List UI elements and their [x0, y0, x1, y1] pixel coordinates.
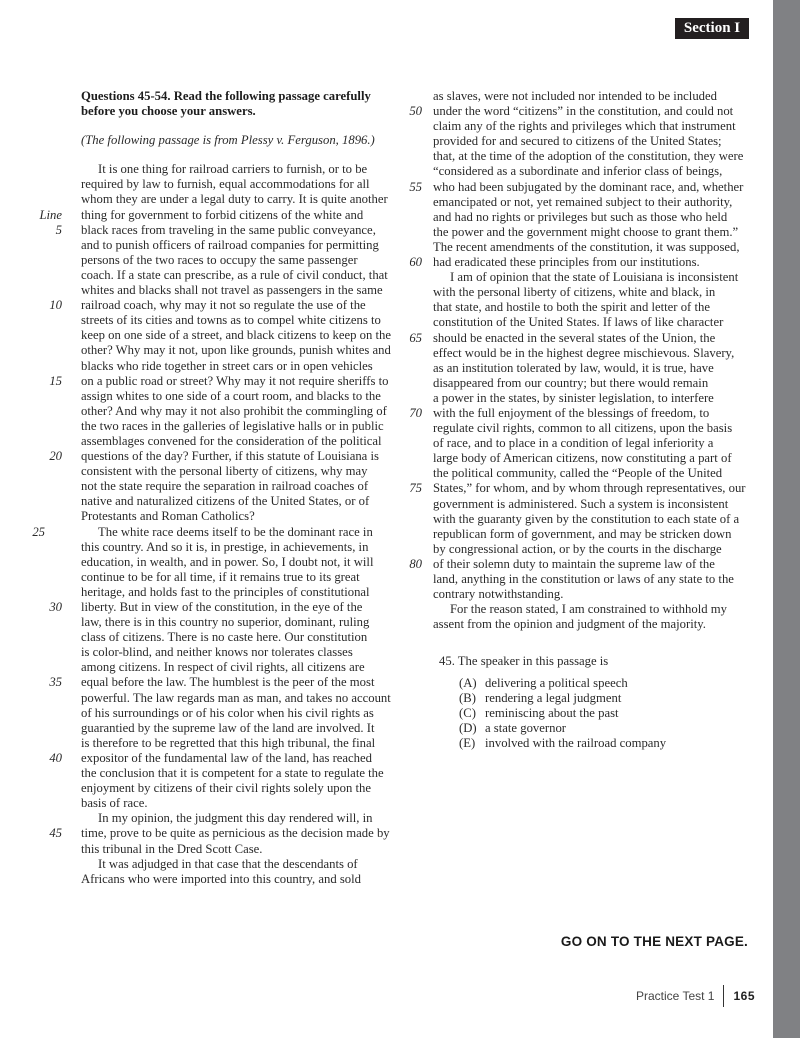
line-text: whites and blacks shall not travel as passengers in the same [81, 283, 383, 298]
passage-line [433, 391, 753, 406]
line-text: should be enacted in the several states of the Union, the [433, 330, 716, 345]
line-text: emancipated or not, yet remained subject to their authority, [433, 194, 733, 209]
passage-line [81, 313, 401, 328]
passage-line [81, 691, 401, 706]
passage-line [81, 404, 401, 419]
line-text: constitution of the United States. If laws of like character [433, 315, 724, 330]
line-number: 15 [49, 373, 62, 388]
line-text: on a public road or street? Why may it not require sheriffs to [81, 373, 389, 388]
passage-line [433, 602, 753, 617]
line-number: 20 [49, 449, 62, 464]
passage-line [81, 736, 401, 751]
passage-line [81, 479, 401, 494]
passage-line [433, 346, 753, 361]
passage-line [433, 195, 753, 210]
line-text: effect would be in the highest degree mischievous. Slavery, [433, 345, 735, 360]
passage-line [81, 645, 401, 660]
passage-line [81, 721, 401, 736]
choice-letter: (C) [459, 706, 476, 721]
passage-line [433, 361, 753, 376]
page-footer [636, 985, 755, 1007]
passage-line [32, 524, 401, 540]
line-text: is color-blind, and neither knows nor tolerates classes [81, 645, 353, 660]
answer-choice[interactable] [439, 706, 759, 721]
line-text: by congressional action, or by the courts in the discharge [433, 541, 722, 556]
passage-line [81, 857, 401, 872]
passage-line [49, 750, 401, 766]
passage-line [49, 675, 401, 690]
passage-line [81, 177, 401, 192]
line-text: law, there is in this country no superior, dominant, ruling [81, 615, 370, 630]
line-text: heritage, and holds fast to the principles of constitutional [81, 584, 370, 599]
line-text: persons of the two races to occupy the same passenger [81, 252, 358, 267]
line-text: not the state require the separation in railroad coaches of [81, 479, 369, 494]
passage-line [433, 376, 753, 391]
line-text: I am of opinion that the state of Louisiana is inconsistent [450, 270, 739, 285]
line-text: with the personal liberty of citizens, white and black, in [433, 285, 716, 300]
line-text: native and naturalized citizens of the United States, or of [81, 494, 370, 509]
choice-text: rendering a legal judgment [485, 691, 622, 706]
choice-letter: (E) [459, 736, 476, 751]
go-on-notice: GO ON TO THE NEXT PAGE. [560, 934, 748, 949]
passage-line [433, 164, 753, 179]
passage-line [433, 210, 753, 225]
passage-line [433, 436, 753, 451]
passage-line [81, 570, 401, 585]
line-text: liberty. But in view of the constitution, in the eye of the [81, 600, 363, 614]
passage-line [49, 298, 401, 313]
passage-line [433, 149, 753, 164]
passage-line [409, 179, 753, 195]
choice-letter: (D) [459, 721, 477, 736]
passage-line [81, 464, 401, 479]
passage-line [409, 405, 753, 421]
line-text: republican form of government, and may be stricken down [433, 526, 732, 541]
passage-line [433, 497, 753, 512]
line-text: The white race deems itself to be the dominant race in [98, 524, 373, 539]
passage-line [49, 826, 401, 841]
line-text: railroad coach, why may it not so regulate the use of the [81, 298, 366, 313]
passage-line [409, 104, 753, 119]
passage-lines-right [409, 89, 753, 632]
line-text: the power and the government might choose to grant them.” [433, 224, 739, 239]
passage-line [81, 419, 401, 434]
line-number: 75 [409, 481, 422, 496]
passage-line [81, 706, 401, 721]
line-text: contrary notwithstanding. [433, 587, 564, 602]
footer-divider [723, 985, 724, 1007]
line-text: that, at the time of the adoption of the constitution, they were [433, 149, 744, 164]
passage-line [81, 283, 401, 298]
passage-line [433, 300, 753, 315]
line-text: regulate civil rights, common to all citizens, upon the basis [433, 421, 733, 436]
line-text: as slaves, were not included nor intended to be included [433, 89, 717, 103]
passage-line [433, 542, 753, 557]
passage-line [433, 466, 753, 481]
passage-line [81, 811, 401, 826]
line-text: whom they are under a legal duty to carry. It is quite another [81, 192, 388, 207]
line-text: questions of the day? Further, if this statute of Louisiana is [81, 449, 379, 464]
choice-text: a state governor [485, 721, 567, 736]
line-text: with the full enjoyment of the blessings of freedom, to [433, 405, 710, 420]
line-number: 70 [409, 405, 422, 420]
passage-line [433, 512, 753, 527]
line-text: assemblages convened for the consideration of the political [81, 433, 382, 448]
choice-text: involved with the railroad company [485, 736, 667, 751]
line-text: a power in the states, by sinister legislation, to interfere [433, 390, 714, 405]
line-text: is therefore to be regretted that this high tribunal, the final [81, 735, 376, 750]
line-text: land, anything in the constitution or laws of any state to the [433, 572, 734, 586]
line-text: government is administered. Such a system is inconsistent [433, 496, 729, 511]
passage-right-column [409, 89, 753, 632]
line-text: It is one thing for railroad carriers to furnish, or to be [98, 162, 368, 177]
line-text: basis of race. [81, 796, 148, 811]
passage-line [409, 255, 753, 270]
passage-line [81, 630, 401, 645]
passage-line [433, 527, 753, 542]
passage-line [81, 434, 401, 449]
line-text: other? And why may it not also prohibit the commingling of [81, 403, 387, 418]
passage-line [433, 421, 753, 436]
passage-line [49, 449, 401, 464]
line-text: had eradicated these principles from our institutions. [433, 255, 700, 270]
passage-line [433, 315, 753, 330]
line-text: among citizens. In respect of civil rights, all citizens are [81, 660, 365, 675]
passage-line [39, 207, 401, 223]
choice-letter: (A) [459, 676, 477, 691]
line-text: who had been subjugated by the dominant race, and, whether [433, 179, 744, 194]
passage-line [433, 572, 753, 587]
line-number: 80 [409, 556, 422, 571]
line-text: assent from the opinion and judgment of the majority. [433, 617, 706, 632]
line-text: and had no rights or privileges but such as those who held [433, 209, 728, 224]
passage-line [81, 796, 401, 811]
line-number: 40 [49, 750, 62, 765]
question-stem: 45. The speaker in this passage is [439, 654, 609, 668]
passage-line [49, 373, 401, 389]
answer-choice[interactable] [439, 721, 759, 736]
line-text: In my opinion, the judgment this day rendered will, in [98, 811, 373, 826]
instructions-heading [81, 89, 401, 119]
answer-choice[interactable] [439, 736, 759, 751]
choice-text: reminiscing about the past [485, 706, 619, 721]
passage-line [81, 192, 401, 207]
question-45 [439, 654, 759, 752]
answer-choices [439, 676, 759, 751]
passage-line [81, 359, 401, 374]
source-note: (The following passage is from Plessy v. Ferguson, 1896.) [81, 133, 375, 148]
instructions-line-1: Questions 45-54. Read the following passage carefully [81, 89, 371, 103]
answer-choice[interactable] [439, 676, 759, 691]
passage-line [49, 600, 401, 615]
line-text: as an institution tolerated by law, would, it is true, have [433, 360, 714, 375]
line-text: education, in wealth, and in power. So, I doubt not, it will [81, 554, 374, 569]
line-text: disappeared from our country; but there would remain [433, 375, 709, 390]
line-text: keep on one side of a street, and black citizens to keep on the [81, 328, 392, 343]
line-text: that state, and hostile to both the spirit and letter of the [433, 300, 710, 315]
line-text: coach. If a state can prescribe, as a rule of civil conduct, that [81, 267, 388, 282]
line-text: equal before the law. The humblest is the peer of the most [81, 675, 375, 690]
passage-line [433, 451, 753, 466]
passage-line [81, 540, 401, 555]
page-edge-tab [773, 0, 800, 1038]
line-text: The recent amendments of the constitution, it was supposed, [433, 239, 740, 254]
line-text: the two races in the galleries of legislative halls or in public [81, 418, 384, 433]
answer-choice[interactable] [439, 691, 759, 706]
passage-line [81, 253, 401, 268]
passage-line [81, 555, 401, 570]
line-text: of his surroundings or of his color when his civil rights as [81, 705, 374, 720]
line-text: thing for government to forbid citizens of the white and [81, 207, 364, 222]
passage-line [81, 238, 401, 253]
line-text: assign whites to one side of a court room, and blacks to the [81, 388, 381, 403]
line-text: required by law to furnish, equal accommodations for all [81, 177, 370, 192]
line-text: this country. And so it is, in prestige, in achievements, in [81, 539, 369, 554]
line-number: 35 [49, 675, 62, 690]
instructions-line-2: before you choose your answers. [81, 104, 256, 119]
passage-line [433, 587, 753, 602]
line-text: time, prove to be quite as pernicious as the decision made by [81, 826, 390, 841]
passage-line [81, 509, 401, 524]
passage-line [81, 872, 401, 887]
passage-line [81, 162, 401, 177]
passage-line [81, 328, 401, 343]
line-text: the political community, called the “People of the United [433, 466, 723, 481]
line-number: 65 [409, 330, 422, 345]
passage-line [81, 766, 401, 781]
passage-line [433, 119, 753, 134]
line-text: expositor of the fundamental law of the land, has reached [81, 750, 373, 765]
line-number: 55 [409, 179, 422, 194]
passage-line [433, 270, 753, 285]
line-text: black races from traveling in the same public conveyance, [81, 222, 376, 237]
page-number: 165 [733, 989, 755, 1003]
line-number: 50 [409, 104, 422, 119]
line-text: of race, and to place in a condition of legal inferiority a [433, 436, 714, 451]
line-text: enjoyment by citizens of their civil rights solely upon the [81, 781, 371, 796]
passage-line [81, 660, 401, 675]
choice-text: delivering a political speech [485, 676, 628, 691]
line-text: blacks who ride together in street cars or in open vehicles [81, 358, 373, 373]
line-number: Line [39, 207, 62, 222]
line-text: other? Why may it not, upon like grounds, punish whites and [81, 343, 391, 358]
passage-lines-left [32, 162, 401, 887]
line-text: under the word “citizens” in the constitution, and could not [433, 104, 734, 119]
line-text: For the reason stated, I am constrained to withhold my [450, 602, 727, 617]
passage-line [409, 481, 753, 496]
passage-line [433, 285, 753, 300]
choice-letter: (B) [459, 691, 476, 706]
line-text: provided for and secured to citizens of the United States; [433, 134, 722, 149]
passage-line [81, 389, 401, 404]
test-name: Practice Test 1 [635, 989, 715, 1003]
line-text: It was adjudged in that case that the descendants of [98, 856, 358, 871]
passage-line [433, 225, 753, 240]
passage-line [55, 222, 401, 238]
line-text: States,” for whom, and by whom through representatives, our [433, 481, 746, 496]
passage-line [81, 615, 401, 630]
passage-line [81, 781, 401, 796]
line-number: 60 [409, 255, 422, 270]
line-text: “considered as a subordinate and inferior class of beings, [433, 164, 723, 179]
passage-line [433, 89, 753, 104]
line-number: 25 [32, 524, 45, 539]
passage-line [81, 494, 401, 509]
line-text: with the guaranty given by the constitution to each state of a [433, 511, 740, 526]
line-text: powerful. The law regards man as man, and takes no account [81, 690, 391, 705]
line-text: guarantied by the supreme law of the land are involved. It [81, 720, 375, 735]
line-text: consistent with the personal liberty of citizens, why may [81, 464, 368, 479]
line-text: and to punish officers of railroad companies for permitting [81, 237, 379, 252]
section-badge: Section I [675, 18, 749, 39]
passage-line [81, 842, 401, 857]
passage-line [409, 556, 753, 572]
line-text: large body of American citizens, now constituting a part of [433, 451, 732, 466]
line-text: Africans who were imported into this country, and sold [81, 871, 362, 886]
passage-line [433, 134, 753, 149]
line-text: the conclusion that it is competent for a state to regulate the [81, 766, 384, 781]
passage-line [81, 343, 401, 358]
line-number: 10 [49, 298, 62, 313]
line-text: streets of its cities and towns as to compel white citizens to [81, 313, 381, 328]
line-text: claim any of the rights and privileges which that instrument [433, 119, 736, 134]
line-text: class of citizens. There is no caste here. Our constitution [81, 630, 368, 645]
line-text: Protestants and Roman Catholics? [81, 509, 255, 524]
line-number: 45 [49, 826, 62, 841]
passage-left-column [32, 89, 401, 887]
passage-line [81, 268, 401, 283]
passage-line [409, 330, 753, 346]
line-text: of their solemn duty to maintain the supreme law of the [433, 556, 715, 571]
passage-line [433, 617, 753, 632]
line-number: 30 [49, 600, 62, 614]
line-text: this tribunal in the Dred Scott Case. [81, 841, 263, 856]
passage-line [81, 585, 401, 600]
line-number: 5 [55, 222, 62, 237]
line-text: continue to be for all time, if it remains true to its great [81, 569, 360, 584]
passage-line [433, 240, 753, 255]
